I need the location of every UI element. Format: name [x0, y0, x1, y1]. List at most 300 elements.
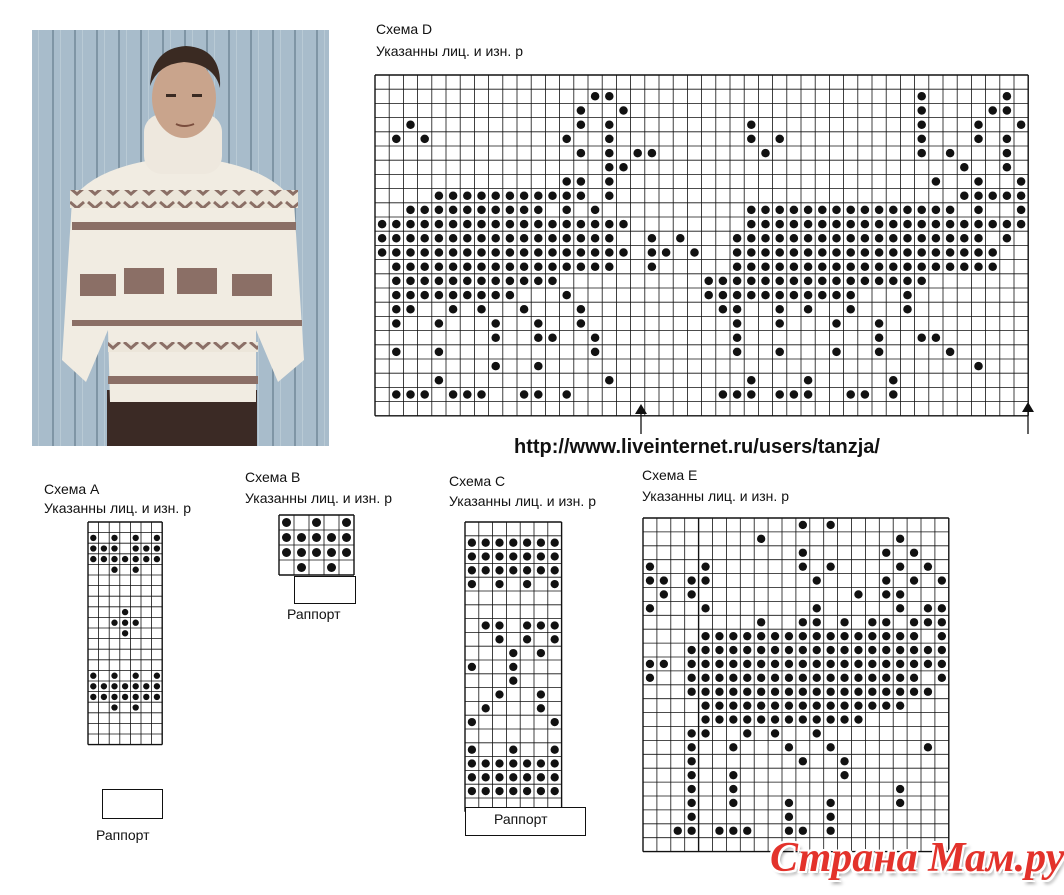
- stitch-dot: [818, 220, 827, 229]
- stitch-dot: [747, 135, 756, 144]
- stitch-dot: [619, 163, 628, 172]
- stitch-dot: [960, 220, 969, 229]
- stitch-dot: [648, 234, 657, 243]
- stitch-dot: [406, 291, 415, 300]
- stitch-dot: [687, 771, 695, 779]
- stitch-dot: [974, 191, 983, 200]
- stitch-dot: [449, 291, 458, 300]
- stitch-dot: [743, 729, 751, 737]
- stitch-dot: [910, 618, 918, 626]
- stitch-dot: [449, 220, 458, 229]
- stitch-dot: [154, 683, 160, 689]
- stitch-dot: [577, 262, 586, 271]
- stitch-dot: [729, 799, 737, 807]
- stitch-dot: [495, 759, 503, 767]
- stitch-dot: [111, 545, 117, 551]
- stitch-dot: [648, 149, 657, 158]
- stitch-dot: [910, 646, 918, 654]
- stitch-dot: [420, 220, 429, 229]
- stitch-dot: [509, 677, 517, 685]
- stitch-dot: [875, 262, 884, 271]
- stitch-dot: [719, 277, 728, 286]
- stitch-dot: [733, 319, 742, 328]
- stitch-dot: [924, 562, 932, 570]
- stitch-dot: [799, 521, 807, 529]
- stitch-dot: [477, 248, 486, 257]
- stitch-dot: [889, 248, 898, 257]
- stitch-dot: [761, 248, 770, 257]
- stitch-dot: [946, 348, 955, 357]
- stitch-dot: [854, 701, 862, 709]
- stitch-dot: [917, 149, 926, 158]
- stitch-dot: [719, 305, 728, 314]
- stitch-dot: [917, 277, 926, 286]
- stitch-dot: [704, 291, 713, 300]
- stitch-dot: [917, 92, 926, 101]
- stitch-dot: [832, 220, 841, 229]
- stitch-dot: [687, 576, 695, 584]
- stitch-dot: [704, 277, 713, 286]
- stitch-dot: [122, 556, 128, 562]
- chart-c-subtitle: Указанны лиц. и изн. р: [449, 493, 596, 509]
- stitch-dot: [605, 262, 614, 271]
- stitch-dot: [406, 390, 415, 399]
- stitch-dot: [701, 715, 709, 723]
- stitch-dot: [757, 674, 765, 682]
- stitch-dot: [523, 539, 531, 547]
- stitch-dot: [701, 688, 709, 696]
- stitch-dot: [420, 135, 429, 144]
- stitch-dot: [771, 715, 779, 723]
- stitch-dot: [90, 535, 96, 541]
- stitch-dot: [924, 618, 932, 626]
- stitch-dot: [435, 220, 444, 229]
- stitch-dot: [468, 746, 476, 754]
- stitch-dot: [551, 552, 559, 560]
- stitch-dot: [495, 773, 503, 781]
- stitch-dot: [729, 785, 737, 793]
- chart-a-title: Схема А: [44, 481, 100, 497]
- stitch-dot: [1003, 135, 1012, 144]
- stitch-dot: [133, 673, 139, 679]
- stitch-dot: [826, 562, 834, 570]
- stitch-dot: [577, 177, 586, 186]
- stitch-dot: [882, 576, 890, 584]
- stitch-dot: [790, 206, 799, 215]
- stitch-dot: [420, 277, 429, 286]
- stitch-dot: [463, 291, 472, 300]
- stitch-dot: [133, 620, 139, 626]
- stitch-dot: [775, 234, 784, 243]
- stitch-dot: [297, 548, 306, 557]
- stitch-dot: [660, 660, 668, 668]
- stitch-dot: [785, 688, 793, 696]
- stitch-dot: [591, 348, 600, 357]
- stitch-dot: [690, 248, 699, 257]
- stitch-dot: [133, 556, 139, 562]
- stitch-dot: [924, 743, 932, 751]
- stitch-dot: [482, 759, 490, 767]
- stitch-dot: [122, 694, 128, 700]
- stitch-dot: [868, 660, 876, 668]
- stitch-dot: [861, 248, 870, 257]
- stitch-dot: [799, 674, 807, 682]
- stitch-dot: [687, 799, 695, 807]
- stitch-dot: [761, 220, 770, 229]
- stitch-dot: [111, 535, 117, 541]
- stitch-dot: [875, 277, 884, 286]
- stitch-dot: [477, 191, 486, 200]
- stitch-dot: [771, 646, 779, 654]
- stitch-dot: [420, 234, 429, 243]
- stitch-dot: [548, 262, 557, 271]
- stitch-dot: [551, 635, 559, 643]
- stitch-dot: [90, 694, 96, 700]
- stitch-dot: [101, 556, 107, 562]
- stitch-dot: [889, 376, 898, 385]
- stitch-dot: [946, 206, 955, 215]
- stitch-dot: [701, 674, 709, 682]
- stitch-dot: [804, 305, 813, 314]
- stitch-dot: [826, 632, 834, 640]
- stitch-dot: [482, 621, 490, 629]
- stitch-dot: [804, 291, 813, 300]
- stitch-dot: [701, 632, 709, 640]
- chart-a-subtitle: Указанны лиц. и изн. р: [44, 500, 191, 516]
- stitch-dot: [312, 518, 321, 527]
- stitch-dot: [523, 787, 531, 795]
- stitch-dot: [854, 674, 862, 682]
- stitch-dot: [733, 333, 742, 342]
- stitch-dot: [392, 220, 401, 229]
- chart-c-grid: [465, 522, 586, 808]
- stitch-dot: [420, 248, 429, 257]
- stitch-dot: [747, 248, 756, 257]
- stitch-dot: [509, 552, 517, 560]
- stitch-dot: [605, 135, 614, 144]
- stitch-dot: [392, 277, 401, 286]
- stitch-dot: [729, 688, 737, 696]
- stitch-dot: [577, 106, 586, 115]
- stitch-dot: [719, 291, 728, 300]
- stitch-dot: [90, 683, 96, 689]
- stitch-dot: [605, 120, 614, 129]
- stitch-dot: [111, 556, 117, 562]
- stitch-dot: [757, 715, 765, 723]
- stitch-dot: [111, 683, 117, 689]
- stitch-dot: [509, 773, 517, 781]
- stitch-dot: [861, 206, 870, 215]
- stitch-dot: [537, 539, 545, 547]
- stitch-dot: [729, 827, 737, 835]
- stitch-dot: [406, 120, 415, 129]
- stitch-dot: [122, 630, 128, 636]
- stitch-dot: [468, 663, 476, 671]
- stitch-dot: [988, 191, 997, 200]
- stitch-dot: [818, 234, 827, 243]
- stitch-dot: [468, 539, 476, 547]
- stitch-dot: [743, 632, 751, 640]
- stitch-dot: [327, 533, 336, 542]
- stitch-dot: [889, 390, 898, 399]
- stitch-dot: [520, 234, 529, 243]
- stitch-dot: [924, 604, 932, 612]
- stitch-dot: [761, 206, 770, 215]
- stitch-dot: [804, 376, 813, 385]
- stitch-dot: [757, 660, 765, 668]
- stitch-dot: [743, 660, 751, 668]
- stitch-dot: [506, 220, 515, 229]
- stitch-dot: [785, 715, 793, 723]
- stitch-dot: [562, 206, 571, 215]
- stitch-dot: [534, 262, 543, 271]
- stitch-dot: [605, 248, 614, 257]
- stitch-dot: [420, 262, 429, 271]
- stitch-dot: [832, 234, 841, 243]
- stitch-dot: [715, 646, 723, 654]
- stitch-dot: [509, 759, 517, 767]
- stitch-dot: [715, 688, 723, 696]
- stitch-dot: [687, 757, 695, 765]
- stitch-dot: [938, 576, 946, 584]
- stitch-dot: [932, 220, 941, 229]
- stitch-dot: [729, 632, 737, 640]
- stitch-dot: [861, 390, 870, 399]
- stitch-dot: [520, 248, 529, 257]
- stitch-dot: [646, 576, 654, 584]
- stitch-dot: [90, 673, 96, 679]
- chart-e-title: Схема Е: [642, 467, 698, 483]
- stitch-dot: [896, 562, 904, 570]
- stitch-dot: [960, 191, 969, 200]
- stitch-dot: [420, 291, 429, 300]
- chart-d-subtitle: Указанны лиц. и изн. р: [376, 43, 523, 59]
- stitch-dot: [534, 333, 543, 342]
- stitch-dot: [523, 773, 531, 781]
- stitch-dot: [312, 533, 321, 542]
- stitch-dot: [534, 248, 543, 257]
- stitch-dot: [854, 688, 862, 696]
- stitch-dot: [1003, 106, 1012, 115]
- stitch-dot: [924, 646, 932, 654]
- stitch-dot: [785, 743, 793, 751]
- stitch-dot: [840, 660, 848, 668]
- stitch-dot: [491, 191, 500, 200]
- stitch-dot: [449, 390, 458, 399]
- stitch-dot: [154, 694, 160, 700]
- stitch-dot: [813, 646, 821, 654]
- up-arrow-icon: [632, 402, 650, 436]
- stitch-dot: [733, 305, 742, 314]
- stitch-dot: [840, 757, 848, 765]
- stitch-dot: [932, 177, 941, 186]
- stitch-dot: [534, 390, 543, 399]
- stitch-dot: [775, 305, 784, 314]
- stitch-dot: [729, 660, 737, 668]
- stitch-dot: [111, 620, 117, 626]
- stitch-dot: [111, 673, 117, 679]
- stitch-dot: [449, 191, 458, 200]
- stitch-dot: [392, 291, 401, 300]
- stitch-dot: [534, 220, 543, 229]
- stitch-dot: [932, 206, 941, 215]
- stitch-dot: [743, 715, 751, 723]
- stitch-dot: [676, 234, 685, 243]
- stitch-dot: [392, 262, 401, 271]
- chart-b-title: Схема В: [245, 469, 301, 485]
- stitch-dot: [917, 262, 926, 271]
- stitch-dot: [785, 813, 793, 821]
- stitch-dot: [775, 277, 784, 286]
- chart-b-subtitle: Указанны лиц. и изн. р: [245, 490, 392, 506]
- stitch-dot: [729, 771, 737, 779]
- stitch-dot: [1017, 191, 1026, 200]
- stitch-dot: [832, 206, 841, 215]
- stitch-dot: [771, 729, 779, 737]
- stitch-dot: [687, 827, 695, 835]
- stitch-dot: [551, 566, 559, 574]
- stitch-dot: [506, 234, 515, 243]
- stitch-dot: [910, 660, 918, 668]
- stitch-dot: [406, 234, 415, 243]
- stitch-dot: [757, 701, 765, 709]
- stitch-dot: [875, 234, 884, 243]
- chart-b-rapport-label: Раппорт: [287, 606, 341, 622]
- stitch-dot: [577, 120, 586, 129]
- stitch-dot: [537, 759, 545, 767]
- chart-a-rapport-box: [102, 789, 163, 819]
- stitch-dot: [591, 234, 600, 243]
- stitch-dot: [342, 518, 351, 527]
- stitch-dot: [799, 562, 807, 570]
- stitch-dot: [297, 563, 306, 572]
- stitch-dot: [832, 277, 841, 286]
- stitch-dot: [392, 390, 401, 399]
- stitch-dot: [111, 567, 117, 573]
- stitch-dot: [551, 539, 559, 547]
- stitch-dot: [932, 248, 941, 257]
- stitch-dot: [90, 556, 96, 562]
- stitch-dot: [435, 248, 444, 257]
- stitch-dot: [562, 220, 571, 229]
- stitch-dot: [826, 688, 834, 696]
- stitch-dot: [771, 674, 779, 682]
- stitch-dot: [818, 248, 827, 257]
- stitch-dot: [924, 660, 932, 668]
- stitch-dot: [477, 234, 486, 243]
- stitch-dot: [840, 632, 848, 640]
- stitch-dot: [133, 694, 139, 700]
- stitch-dot: [537, 787, 545, 795]
- stitch-dot: [122, 620, 128, 626]
- stitch-dot: [747, 277, 756, 286]
- stitch-dot: [648, 248, 657, 257]
- stitch-dot: [775, 291, 784, 300]
- stitch-dot: [687, 646, 695, 654]
- stitch-dot: [282, 518, 291, 527]
- stitch-dot: [799, 632, 807, 640]
- chart-b-rapport-box: [294, 576, 356, 604]
- stitch-dot: [406, 262, 415, 271]
- stitch-dot: [804, 390, 813, 399]
- stitch-dot: [775, 348, 784, 357]
- stitch-dot: [406, 206, 415, 215]
- stitch-dot: [1003, 92, 1012, 101]
- stitch-dot: [903, 248, 912, 257]
- stitch-dot: [687, 660, 695, 668]
- stitch-dot: [988, 248, 997, 257]
- stitch-dot: [733, 277, 742, 286]
- stitch-dot: [548, 277, 557, 286]
- stitch-dot: [143, 683, 149, 689]
- stitch-dot: [392, 135, 401, 144]
- stitch-dot: [646, 562, 654, 570]
- stitch-dot: [875, 348, 884, 357]
- stitch-dot: [743, 674, 751, 682]
- stitch-dot: [889, 262, 898, 271]
- stitch-dot: [482, 704, 490, 712]
- stitch-dot: [946, 149, 955, 158]
- stitch-dot: [757, 646, 765, 654]
- stitch-dot: [605, 149, 614, 158]
- stitch-dot: [449, 234, 458, 243]
- stitch-dot: [917, 220, 926, 229]
- stitch-dot: [122, 683, 128, 689]
- stitch-dot: [674, 827, 682, 835]
- stitch-dot: [520, 277, 529, 286]
- stitch-dot: [917, 120, 926, 129]
- stitch-dot: [790, 291, 799, 300]
- stitch-dot: [903, 305, 912, 314]
- chart-a-rapport-label: Раппорт: [96, 827, 150, 843]
- stitch-dot: [1017, 220, 1026, 229]
- sweater-photo: [32, 30, 329, 446]
- stitch-dot: [875, 319, 884, 328]
- stitch-dot: [903, 291, 912, 300]
- stitch-dot: [463, 206, 472, 215]
- stitch-dot: [747, 120, 756, 129]
- stitch-dot: [747, 390, 756, 399]
- stitch-dot: [840, 688, 848, 696]
- stitch-dot: [648, 262, 657, 271]
- chart-d-grid: [375, 75, 1030, 401]
- stitch-dot: [747, 262, 756, 271]
- stitch-dot: [687, 743, 695, 751]
- stitch-dot: [813, 701, 821, 709]
- stitch-dot: [463, 234, 472, 243]
- stitch-dot: [435, 191, 444, 200]
- stitch-dot: [846, 262, 855, 271]
- stitch-dot: [917, 206, 926, 215]
- stitch-dot: [591, 206, 600, 215]
- stitch-dot: [491, 248, 500, 257]
- stitch-dot: [495, 690, 503, 698]
- stitch-dot: [312, 548, 321, 557]
- stitch-dot: [813, 632, 821, 640]
- stitch-dot: [896, 660, 904, 668]
- stitch-dot: [826, 521, 834, 529]
- stitch-dot: [577, 305, 586, 314]
- stitch-dot: [775, 220, 784, 229]
- stitch-dot: [743, 646, 751, 654]
- stitch-dot: [715, 827, 723, 835]
- stitch-dot: [577, 149, 586, 158]
- stitch-dot: [946, 262, 955, 271]
- stitch-dot: [790, 277, 799, 286]
- stitch-dot: [832, 348, 841, 357]
- stitch-dot: [761, 262, 770, 271]
- stitch-dot: [974, 220, 983, 229]
